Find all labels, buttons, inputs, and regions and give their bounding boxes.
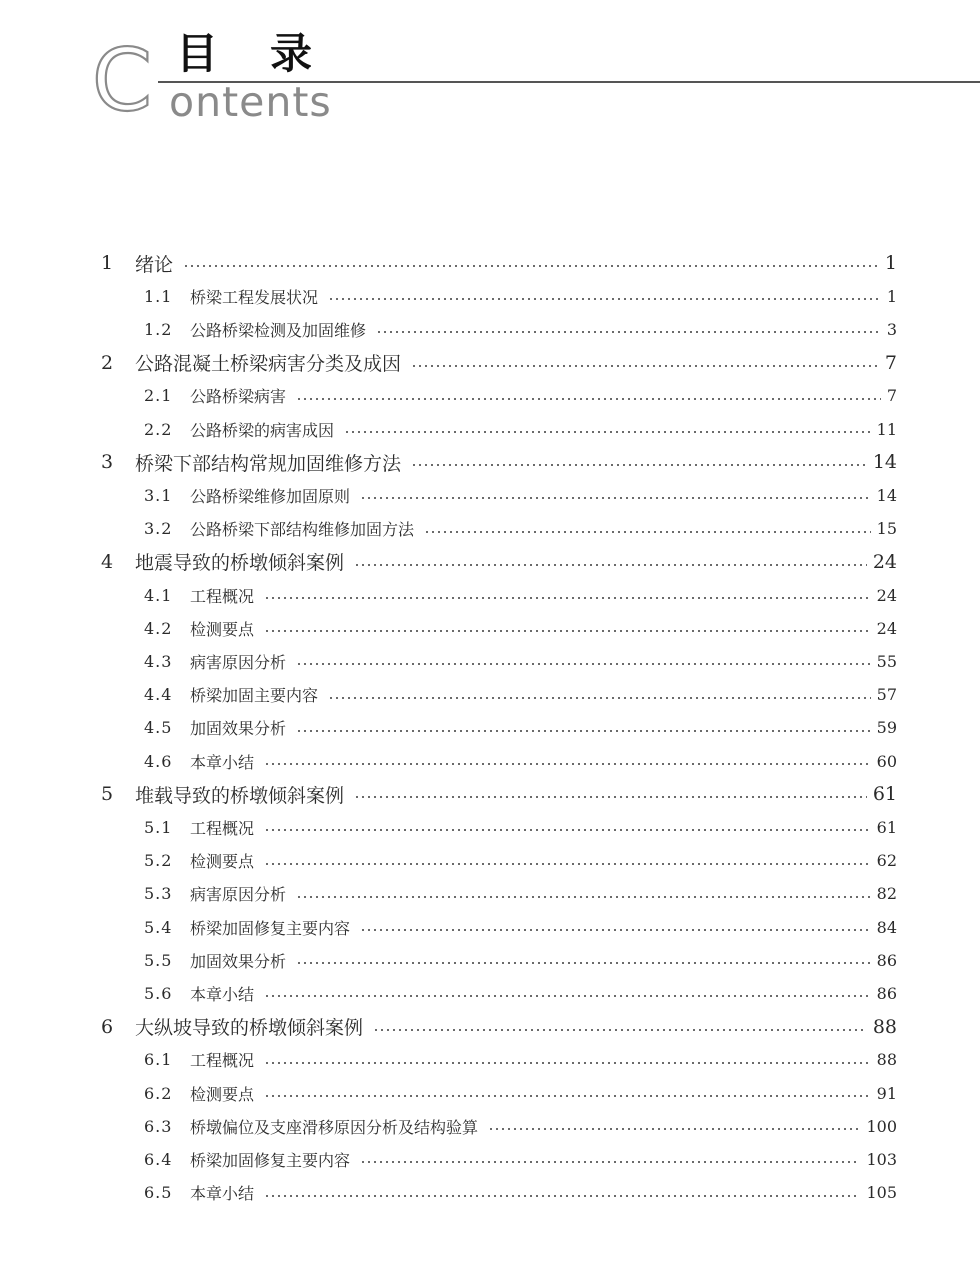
toc-entry-title: 绪论 xyxy=(135,253,174,276)
toc-page-number: 24 xyxy=(876,585,897,605)
toc-entry-number: 5.4 xyxy=(144,917,173,937)
toc-section-entry[interactable] xyxy=(144,381,897,411)
toc-leader-dots xyxy=(328,697,871,699)
toc-entry-title: 桥梁加固修复主要内容 xyxy=(190,1150,351,1170)
toc-entry-title: 公路混凝土桥梁病害分类及成因 xyxy=(135,353,402,376)
toc-leader-dots xyxy=(264,1095,871,1097)
toc-entry-number: 5.2 xyxy=(144,851,173,871)
toc-page-number: 1 xyxy=(886,286,897,306)
toc-leader-dots xyxy=(296,962,871,964)
toc-page-number: 61 xyxy=(876,817,897,837)
toc-chapter-entry[interactable] xyxy=(101,1012,897,1042)
toc-section-entry[interactable] xyxy=(144,846,897,876)
toc-entry-title: 地震导致的桥墩倾斜案例 xyxy=(135,552,345,575)
toc-page-number: 60 xyxy=(876,751,897,771)
toc-leader-dots xyxy=(264,829,871,831)
toc-leader-dots xyxy=(344,431,871,433)
contents-header xyxy=(0,0,980,130)
toc-leader-dots xyxy=(373,1029,867,1031)
page-title-cn: 目录 xyxy=(176,29,365,78)
toc-leader-dots xyxy=(264,763,871,765)
toc-section-entry[interactable] xyxy=(144,281,897,311)
toc-section-entry[interactable] xyxy=(144,414,897,444)
toc-entry-title: 本章小结 xyxy=(190,752,255,772)
toc-section-entry[interactable] xyxy=(144,879,897,909)
toc-entry-title: 桥梁加固修复主要内容 xyxy=(190,918,351,938)
toc-page-number: 61 xyxy=(872,783,897,806)
toc-section-entry[interactable] xyxy=(144,680,897,710)
toc-leader-dots xyxy=(296,730,871,732)
toc-page-number: 84 xyxy=(876,917,897,937)
toc-section-entry[interactable] xyxy=(144,746,897,776)
toc-leader-dots xyxy=(376,331,881,333)
toc-leader-dots xyxy=(264,863,871,865)
toc-page-number: 11 xyxy=(876,419,897,439)
toc-entry-title: 公路桥梁维修加固原则 xyxy=(190,486,351,506)
toc-entry-number: 4 xyxy=(101,550,114,573)
toc-page-number: 82 xyxy=(876,884,897,904)
toc-entry-number: 1.1 xyxy=(144,286,173,306)
toc-entry-title: 桥梁加固主要内容 xyxy=(190,686,319,706)
toc-leader-dots xyxy=(424,531,871,533)
toc-page-number: 91 xyxy=(876,1083,897,1103)
toc-section-entry[interactable] xyxy=(144,1144,897,1174)
toc-chapter-entry[interactable] xyxy=(101,248,897,278)
toc-entry-title: 加固效果分析 xyxy=(190,719,287,739)
toc-section-entry[interactable] xyxy=(144,580,897,610)
toc-entry-number: 6.1 xyxy=(144,1050,173,1070)
toc-entry-number: 4.1 xyxy=(144,585,173,605)
toc-chapter-entry[interactable] xyxy=(101,447,897,477)
toc-entry-number: 5 xyxy=(101,783,114,806)
toc-entry-title: 大纵坡导致的桥墩倾斜案例 xyxy=(135,1017,364,1040)
toc-entry-number: 6.2 xyxy=(144,1083,173,1103)
toc-chapter-entry[interactable] xyxy=(101,547,897,577)
toc-leader-dots xyxy=(328,298,881,300)
toc-leader-dots xyxy=(354,796,867,798)
toc-entry-title: 工程概况 xyxy=(190,1051,255,1071)
toc-entry-number: 4.4 xyxy=(144,685,173,705)
contents-initial-c xyxy=(92,40,158,120)
toc-leader-dots xyxy=(264,597,871,599)
toc-page-number: 86 xyxy=(876,950,897,970)
toc-section-entry[interactable] xyxy=(144,646,897,676)
toc-page-number: 14 xyxy=(876,485,897,505)
toc-leader-dots xyxy=(411,464,867,466)
toc-entry-number: 5.3 xyxy=(144,884,173,904)
toc-entry-number: 6.3 xyxy=(144,1116,173,1136)
toc-leader-dots xyxy=(264,630,871,632)
toc-entry-number: 2.1 xyxy=(144,386,173,406)
toc-page-number: 7 xyxy=(886,386,897,406)
toc-leader-dots xyxy=(411,365,879,367)
toc-page-number: 24 xyxy=(876,618,897,638)
toc-entry-title: 公路桥梁检测及加固维修 xyxy=(190,320,367,340)
toc-entry-title: 公路桥梁下部结构维修加固方法 xyxy=(190,520,415,540)
toc-entry-number: 4.3 xyxy=(144,651,173,671)
toc-section-entry[interactable] xyxy=(144,912,897,942)
toc-leader-dots xyxy=(296,896,871,898)
toc-section-entry[interactable] xyxy=(144,713,897,743)
toc-entry-number: 3.1 xyxy=(144,485,173,505)
toc-entry-title: 桥梁下部结构常规加固维修方法 xyxy=(135,452,402,475)
toc-page-number: 100 xyxy=(866,1116,897,1136)
toc-entry-number: 6 xyxy=(101,1015,114,1038)
toc-page-number: 1 xyxy=(884,252,897,274)
toc-entry-title: 检测要点 xyxy=(190,619,255,639)
toc-page-number: 24 xyxy=(872,550,897,573)
toc-leader-dots xyxy=(264,1062,871,1064)
toc-entry-number: 4.6 xyxy=(144,751,173,771)
toc-page-number: 14 xyxy=(872,451,897,474)
page-title-en: ontents xyxy=(169,78,332,126)
toc-section-entry[interactable] xyxy=(144,1078,897,1108)
toc-entry-title: 工程概况 xyxy=(190,586,255,606)
toc-entry-number: 4.2 xyxy=(144,618,173,638)
toc-page-number: 7 xyxy=(884,351,897,374)
toc-page-number: 105 xyxy=(866,1183,897,1203)
toc-page-number: 15 xyxy=(876,519,897,539)
toc-entry-title: 堆载导致的桥墩倾斜案例 xyxy=(135,784,345,807)
toc-leader-dots xyxy=(360,929,871,931)
toc-entry-title: 本章小结 xyxy=(190,984,255,1004)
toc-leader-dots xyxy=(354,564,867,566)
toc-section-entry[interactable] xyxy=(144,1111,897,1141)
toc-entry-title: 病害原因分析 xyxy=(190,885,287,905)
toc-entry-title: 公路桥梁病害 xyxy=(190,387,287,407)
toc-page-number: 57 xyxy=(876,685,897,705)
toc-entry-title: 加固效果分析 xyxy=(190,951,287,971)
toc-section-entry[interactable] xyxy=(144,480,897,510)
toc-entry-title: 本章小结 xyxy=(190,1184,255,1204)
toc-page-number: 88 xyxy=(876,1050,897,1070)
toc-entry-title: 桥墩偏位及支座滑移原因分析及结构验算 xyxy=(190,1117,479,1137)
toc-leader-dots xyxy=(296,398,881,400)
toc-page-number: 3 xyxy=(886,319,897,339)
toc-entry-number: 2 xyxy=(101,351,114,374)
toc-entry-number: 3 xyxy=(101,451,114,474)
toc-entry-number: 1.2 xyxy=(144,319,173,339)
toc-entry-number: 5.5 xyxy=(144,950,173,970)
toc-section-entry[interactable] xyxy=(144,945,897,975)
toc-leader-dots xyxy=(488,1128,860,1130)
svg-text:C: C xyxy=(92,40,153,120)
toc-entry-title: 公路桥梁的病害成因 xyxy=(190,420,335,440)
toc-page-number: 88 xyxy=(872,1015,897,1038)
toc-entry-number: 5.1 xyxy=(144,817,173,837)
toc-page-number: 62 xyxy=(876,851,897,871)
toc-entry-number: 5.6 xyxy=(144,983,173,1003)
toc-section-entry[interactable] xyxy=(144,314,897,344)
toc-section-entry[interactable] xyxy=(144,1178,897,1208)
toc-leader-dots xyxy=(264,995,871,997)
toc-page-number: 59 xyxy=(876,718,897,738)
toc-leader-dots xyxy=(183,265,879,267)
toc-entry-title: 检测要点 xyxy=(190,852,255,872)
toc-leader-dots xyxy=(360,1161,860,1163)
toc-page-number: 86 xyxy=(876,983,897,1003)
toc-chapter-entry[interactable] xyxy=(101,348,897,378)
toc-chapter-entry[interactable] xyxy=(101,779,897,809)
toc-section-entry[interactable] xyxy=(144,613,897,643)
toc-entry-number: 6.5 xyxy=(144,1183,173,1203)
toc-section-entry[interactable] xyxy=(144,1045,897,1075)
toc-section-entry[interactable] xyxy=(144,978,897,1008)
toc-leader-dots xyxy=(360,497,871,499)
toc-section-entry[interactable] xyxy=(144,812,897,842)
toc-entry-number: 3.2 xyxy=(144,519,173,539)
toc-leader-dots xyxy=(264,1195,860,1197)
toc-entry-title: 工程概况 xyxy=(190,818,255,838)
toc-entry-number: 4.5 xyxy=(144,718,173,738)
toc-entry-title: 检测要点 xyxy=(190,1084,255,1104)
toc-entry-title: 病害原因分析 xyxy=(190,652,287,672)
toc-page-number: 103 xyxy=(866,1149,897,1169)
toc-section-entry[interactable] xyxy=(144,514,897,544)
toc-entry-number: 6.4 xyxy=(144,1149,173,1169)
toc-entry-number: 1 xyxy=(101,252,114,274)
toc-entry-number: 2.2 xyxy=(144,419,173,439)
toc-page-number: 55 xyxy=(876,651,897,671)
toc-entry-title: 桥梁工程发展状况 xyxy=(190,287,319,307)
toc-leader-dots xyxy=(296,663,871,665)
